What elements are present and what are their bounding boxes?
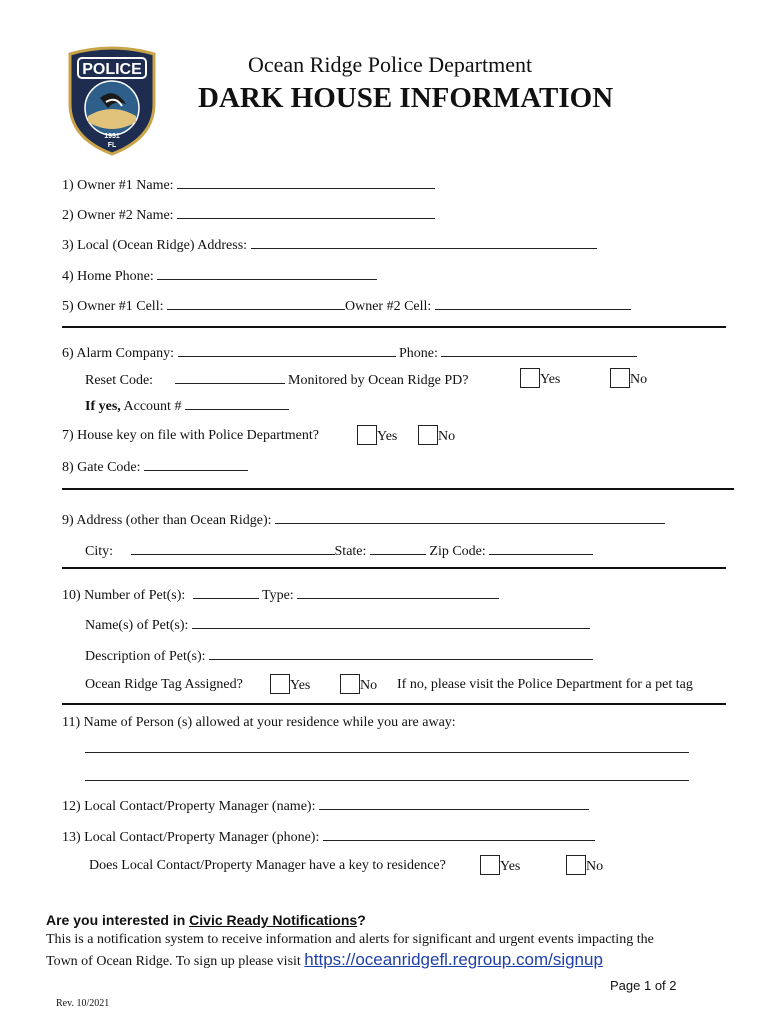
pet-names-field[interactable] — [192, 616, 590, 629]
allowed-persons-field-1[interactable] — [85, 752, 689, 753]
owner2-name-field[interactable] — [177, 206, 435, 219]
home-phone-label: 4) Home Phone: — [62, 269, 154, 284]
pet-type-label: Type: — [262, 588, 294, 603]
alarm-company-label: 6) Alarm Company: — [62, 346, 174, 361]
home-phone-field[interactable] — [157, 267, 377, 280]
contact-phone-row — [62, 828, 595, 846]
civic-ready-text-2-row — [46, 952, 603, 970]
zip-label: Zip Code: — [429, 544, 486, 559]
pet-tag-no-option — [340, 674, 377, 694]
house-key-yes-label: Yes — [377, 429, 398, 444]
account-field[interactable] — [185, 397, 289, 410]
alarm-company-row — [62, 344, 637, 362]
contact-key-yes-label: Yes — [500, 859, 521, 874]
owner1-cell-field[interactable] — [167, 297, 345, 310]
local-address-field[interactable] — [251, 236, 597, 249]
pet-tag-yes-checkbox[interactable] — [270, 674, 290, 694]
pet-count-field[interactable] — [193, 586, 259, 599]
other-address-field[interactable] — [275, 511, 665, 524]
gate-code-field[interactable] — [144, 458, 248, 471]
owner1-cell-label: 5) Owner #1 Cell: — [62, 299, 164, 314]
monitored-no-label: No — [630, 372, 648, 387]
gate-code-row — [62, 458, 248, 476]
pet-description-row — [85, 647, 593, 665]
contact-key-yes-option — [480, 855, 520, 875]
city-label: City: — [85, 544, 114, 559]
contact-key-no-label: No — [586, 859, 604, 874]
civic-heading-pre: Are you interested in — [46, 912, 190, 928]
form-title: DARK HOUSE INFORMATION — [198, 82, 614, 114]
contact-key-label: Does Local Contact/Property Manager have a key to residence? — [89, 858, 446, 873]
pet-tag-yes-option — [270, 674, 310, 694]
page-number: Page 1 of 2 — [610, 978, 677, 993]
cell-row — [62, 297, 631, 315]
owner2-cell-label: Owner #2 Cell: — [344, 299, 432, 314]
owner1-name-label: 1) Owner #1 Name: — [62, 178, 174, 193]
home-phone-row — [62, 267, 377, 285]
alarm-phone-field[interactable] — [441, 344, 637, 357]
reset-code-label: Reset Code: — [85, 373, 154, 388]
monitored-yes-checkbox[interactable] — [520, 368, 540, 388]
contact-key-no-checkbox[interactable] — [566, 855, 586, 875]
house-key-yes-checkbox[interactable] — [357, 425, 377, 445]
state-label: State: — [334, 544, 367, 559]
account-row — [85, 397, 289, 415]
pet-names-row — [85, 616, 590, 634]
civic-heading-post: ? — [357, 912, 366, 928]
badge-year: 1931 — [104, 133, 120, 140]
police-badge-logo — [62, 46, 162, 156]
revision-date: Rev. 10/2021 — [56, 998, 110, 1009]
signup-link[interactable]: https://oceanridgefl.regroup.com/signup — [304, 950, 603, 969]
department-name: Ocean Ridge Police Department — [248, 52, 533, 77]
monitored-yes-option — [520, 368, 560, 388]
pet-description-field[interactable] — [209, 647, 593, 660]
contact-key-no-option — [566, 855, 603, 875]
house-key-no-label: No — [438, 429, 456, 444]
contact-name-label: 12) Local Contact/Property Manager (name): — [62, 799, 316, 814]
civic-ready-text-1: This is a notification system to receive information and alerts for significant and urgent events impacting the — [46, 932, 654, 947]
pet-type-field[interactable] — [297, 586, 499, 599]
section-divider-1 — [62, 326, 726, 328]
owner1-name-field[interactable] — [177, 176, 435, 189]
section-divider-3 — [62, 567, 726, 569]
owner2-cell-field[interactable] — [435, 297, 631, 310]
civic-ready-heading — [46, 912, 366, 928]
house-key-no-checkbox[interactable] — [418, 425, 438, 445]
if-yes-label: If yes, — [85, 399, 121, 414]
pet-count-label: 10) Number of Pet(s): — [62, 588, 186, 603]
allowed-persons-field-2[interactable] — [85, 780, 689, 781]
state-field[interactable] — [370, 542, 426, 555]
city-state-zip-row — [85, 542, 593, 560]
contact-phone-label: 13) Local Contact/Property Manager (phone): — [62, 830, 320, 845]
other-address-label: 9) Address (other than Ocean Ridge): — [62, 513, 272, 528]
allowed-persons-label: 11) Name of Person (s) allowed at your residence while you are away: — [62, 715, 456, 730]
alarm-phone-label: Phone: — [399, 346, 438, 361]
owner2-name-row — [62, 206, 435, 224]
owner2-name-label: 2) Owner #2 Name: — [62, 208, 174, 223]
badge-state: FL — [107, 142, 117, 149]
pet-tag-yes-label: Yes — [290, 678, 311, 693]
pet-names-label: Name(s) of Pet(s): — [85, 618, 189, 633]
contact-key-yes-checkbox[interactable] — [480, 855, 500, 875]
pet-tag-no-checkbox[interactable] — [340, 674, 360, 694]
local-address-row — [62, 236, 597, 254]
reset-code-row — [85, 371, 468, 389]
house-key-row — [62, 428, 319, 444]
contact-name-field[interactable] — [319, 797, 589, 810]
alarm-company-field[interactable] — [178, 344, 396, 357]
gate-code-label: 8) Gate Code: — [62, 460, 141, 475]
section-divider-4 — [62, 703, 726, 705]
pets-row — [62, 586, 499, 604]
monitored-yes-label: Yes — [540, 372, 561, 387]
monitored-no-checkbox[interactable] — [610, 368, 630, 388]
pet-description-label: Description of Pet(s): — [85, 649, 206, 664]
badge-top-text: POLICE — [82, 61, 142, 78]
contact-key-row — [89, 858, 446, 874]
reset-code-field[interactable] — [175, 371, 285, 384]
pet-tag-note: If no, please visit the Police Department for a pet tag — [397, 677, 693, 692]
section-divider-2 — [62, 488, 734, 490]
badge-icon — [62, 46, 162, 156]
monitored-label: Monitored by Ocean Ridge PD? — [288, 373, 469, 388]
city-field[interactable] — [131, 542, 335, 555]
civic-ready-text-2: Town of Ocean Ridge. To sign up please visit — [46, 954, 305, 969]
house-key-yes-option — [357, 425, 397, 445]
owner1-name-row — [62, 176, 435, 194]
civic-heading-link[interactable]: Civic Ready Notifications — [189, 912, 358, 928]
monitored-no-option — [610, 368, 647, 388]
house-key-label: 7) House key on file with Police Department? — [62, 428, 319, 443]
pet-tag-label: Ocean Ridge Tag Assigned? — [85, 677, 243, 692]
local-address-label: 3) Local (Ocean Ridge) Address: — [62, 238, 248, 253]
zip-field[interactable] — [489, 542, 593, 555]
pet-tag-row — [85, 677, 243, 693]
other-address-row — [62, 511, 665, 529]
pet-tag-no-label: No — [360, 678, 378, 693]
account-label: Account # — [123, 399, 182, 414]
contact-phone-field[interactable] — [323, 828, 595, 841]
contact-name-row — [62, 797, 589, 815]
house-key-no-option — [418, 425, 455, 445]
